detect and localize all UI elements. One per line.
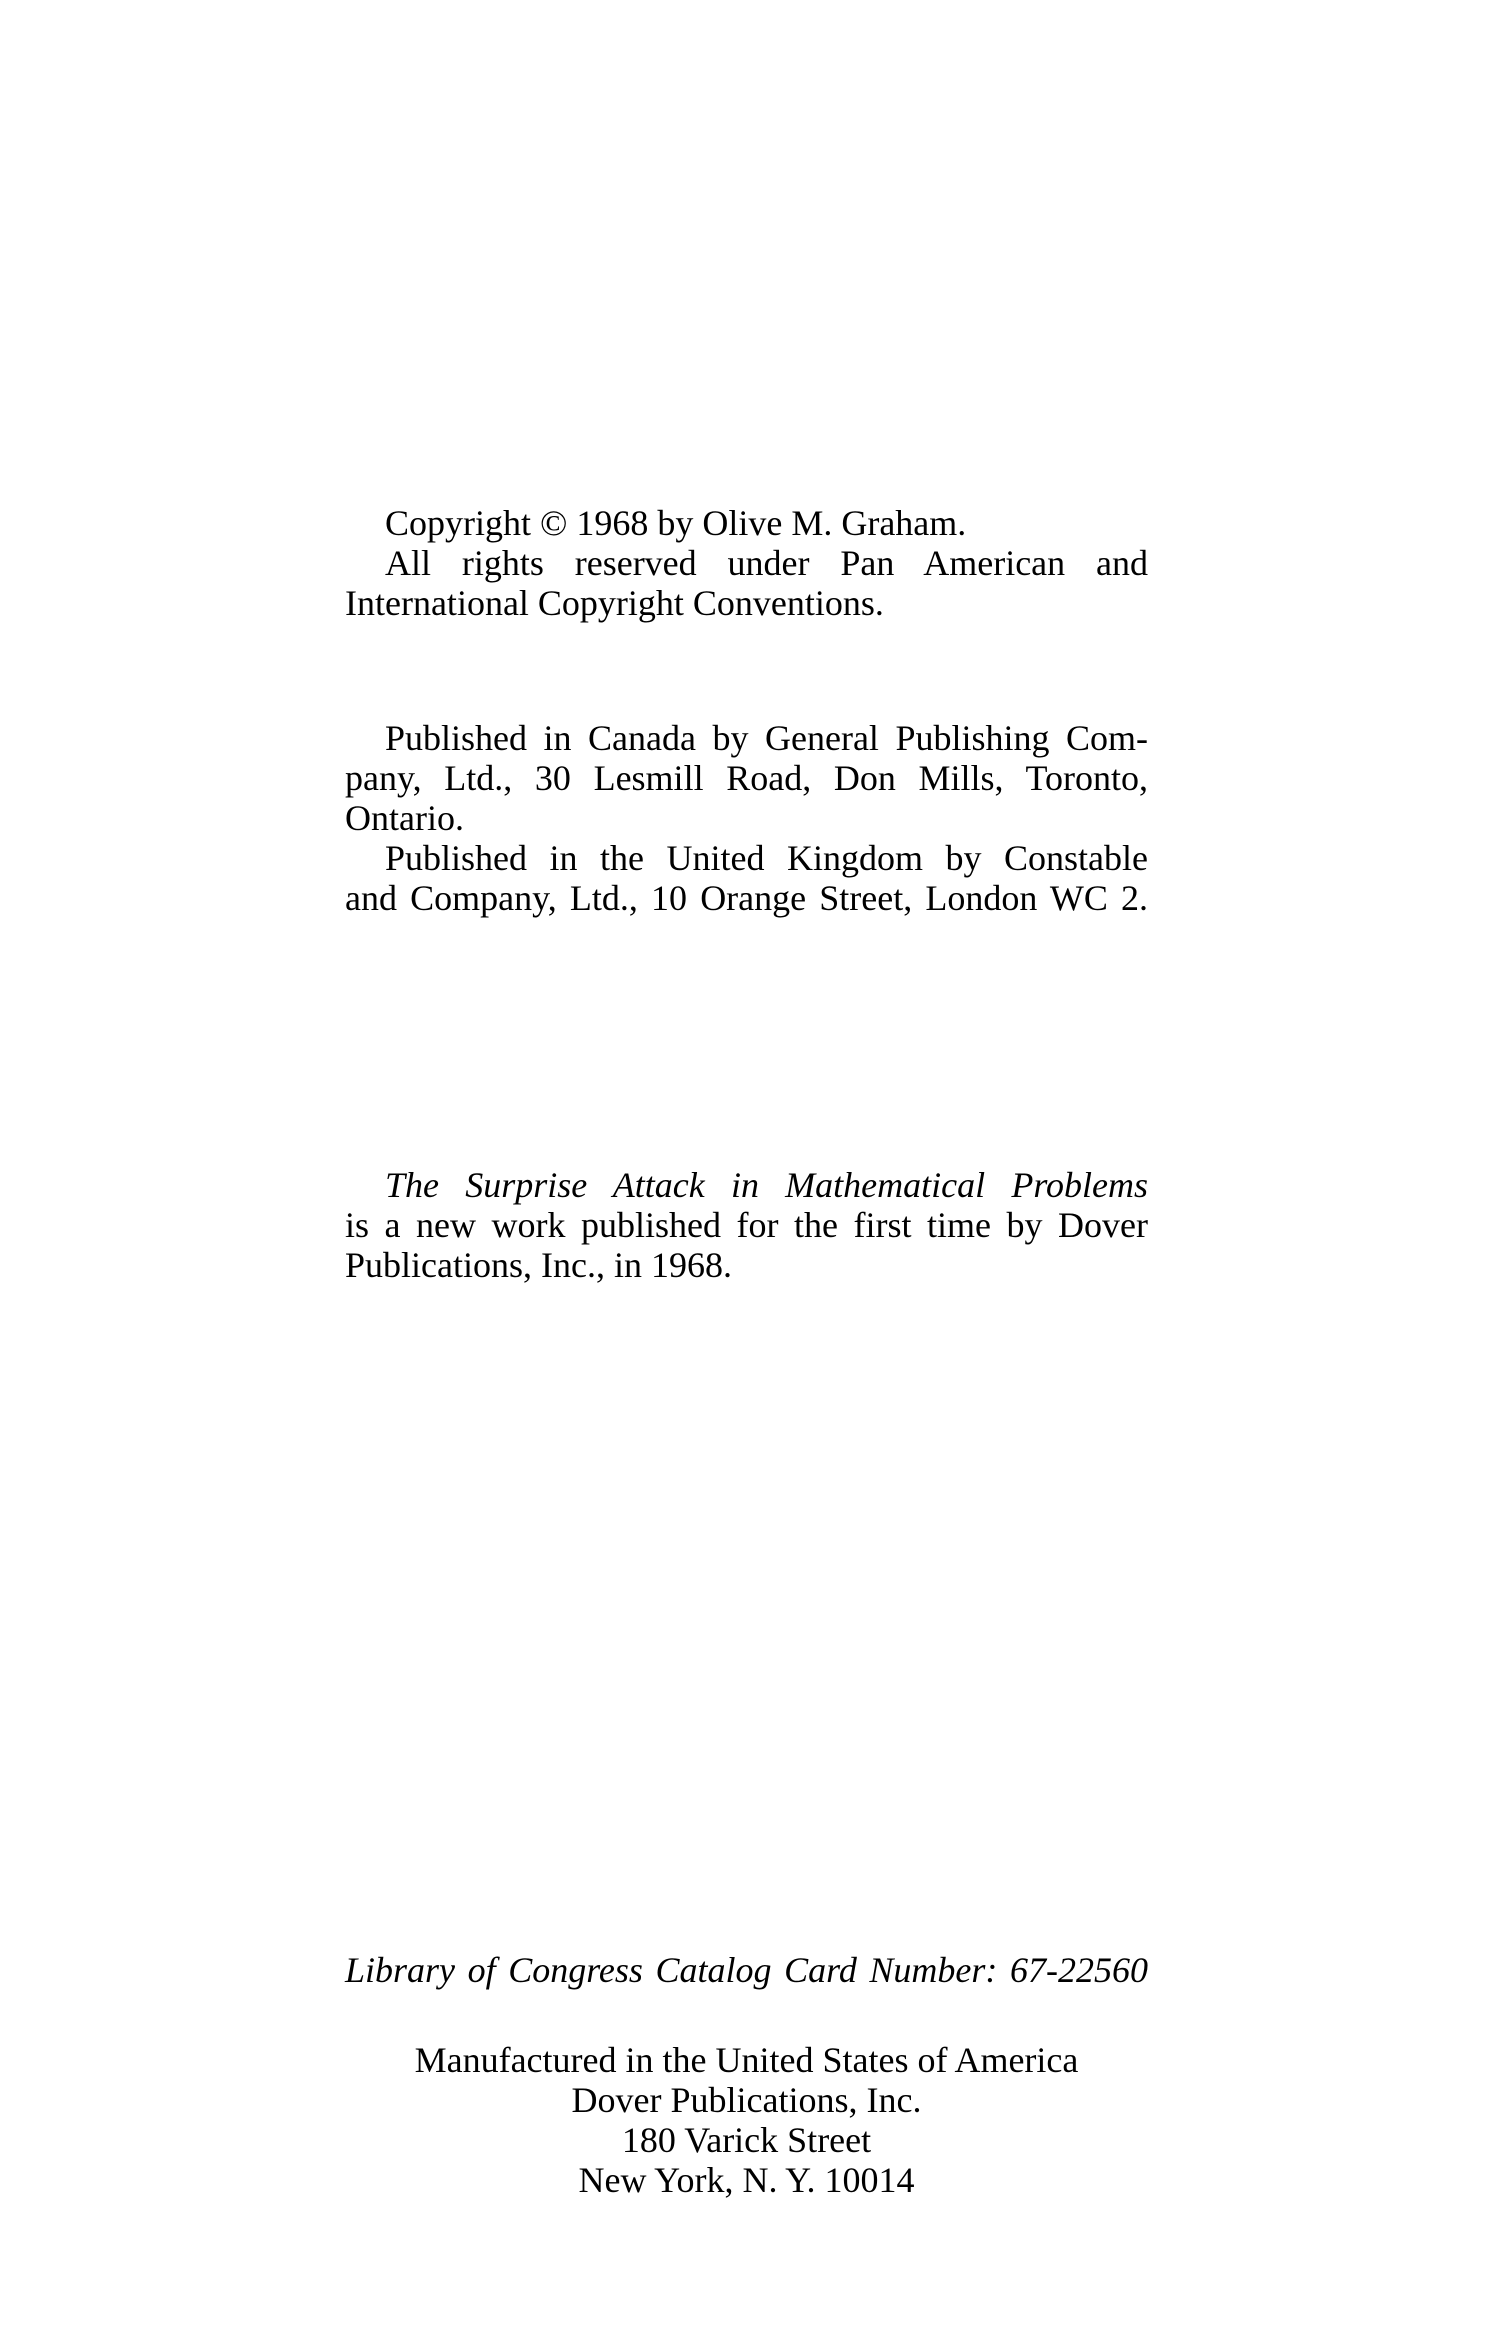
catalog-number: [345, 1950, 1148, 1990]
canada-address-line: pany, Ltd., 30 Lesmill Road, Don Mills, Toronto,: [345, 758, 1148, 798]
street-address: 180 Varick Street: [621, 2120, 872, 2160]
canada-publisher-line: Published in Canada by General Publishing Com-: [385, 718, 1148, 758]
rights-reserved-line: All rights reserved under Pan American and: [385, 543, 1148, 583]
work-note-line: is a new work published for the first time by Dover: [345, 1205, 1148, 1245]
book-title: The Surprise Attack in Mathematical Problems: [385, 1165, 1148, 1205]
uk-publisher-line: Published in the United Kingdom by Constable: [385, 838, 1148, 878]
manufacturer-info: [345, 2040, 1148, 2200]
work-note: [345, 1165, 1148, 1285]
catalog-card-number: Library of Congress Catalog Card Number: 67-22560: [345, 1950, 1148, 1990]
copyright-notice: [345, 503, 1148, 623]
city-address: New York, N. Y. 10014: [578, 2160, 915, 2200]
publishing-notice: [345, 718, 1148, 918]
canada-province-line: Ontario.: [345, 798, 464, 838]
uk-address-line: and Company, Ltd., 10 Orange Street, London WC 2.: [345, 878, 1148, 918]
work-note-year-line: Publications, Inc., in 1968.: [345, 1245, 732, 1285]
copyright-line: Copyright © 1968 by Olive M. Graham.: [385, 503, 967, 543]
publisher-name: Dover Publications, Inc.: [571, 2080, 922, 2120]
conventions-line: International Copyright Conventions.: [345, 583, 884, 623]
manufactured-line: Manufactured in the United States of America: [414, 2040, 1079, 2080]
